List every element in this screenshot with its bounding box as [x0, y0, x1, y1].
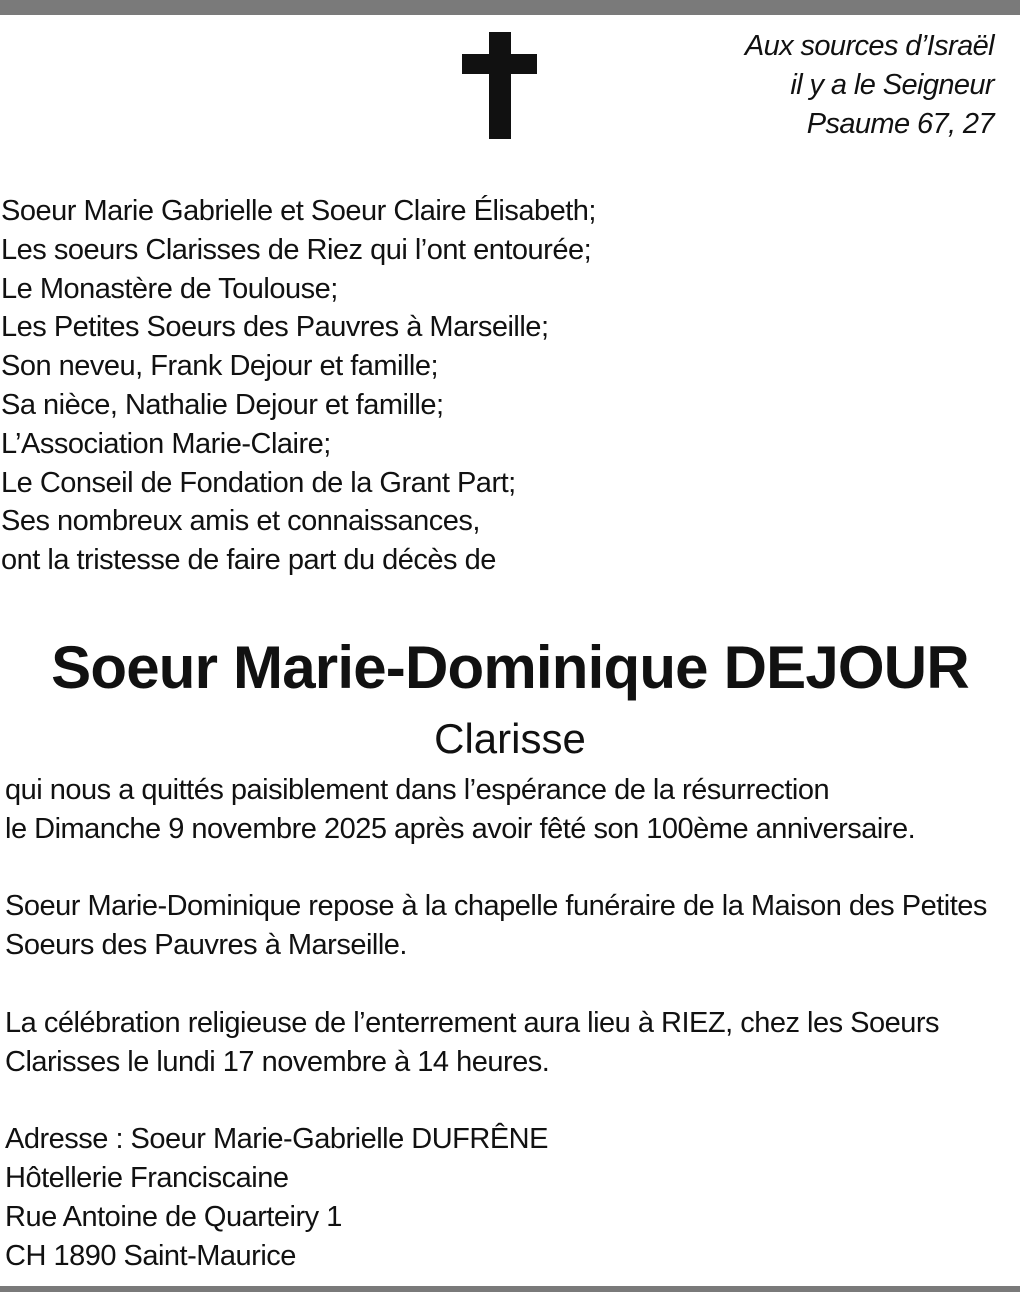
mourner-line: Les soeurs Clarisses de Riez qui l’ont entourée;	[1, 233, 592, 266]
address-line: Adresse : Soeur Marie-Gabrielle DUFRÊNE	[5, 1123, 548, 1156]
mourner-line: L’Association Marie-Claire;	[1, 427, 331, 460]
deceased-title: Clarisse	[434, 715, 586, 762]
mourner-line: Le Monastère de Toulouse;	[1, 272, 338, 305]
psalm-reference: Psaume 67, 27	[806, 108, 994, 140]
bottom-border-rule	[0, 1286, 1020, 1292]
mourner-line: Ses nombreux amis et connaissances,	[1, 505, 480, 538]
psalm-line: Aux sources d’Israël	[744, 30, 994, 62]
mourner-line: Le Conseil de Fondation de la Grant Part;	[1, 466, 516, 499]
passing-line: le Dimanche 9 novembre 2025 après avoir fêté son 100ème anniversaire.	[5, 812, 916, 845]
address-line: Rue Antoine de Quarteiry 1	[5, 1200, 342, 1233]
mourner-line: Sa nièce, Nathalie Dejour et famille;	[1, 388, 444, 421]
notice-body	[5, 771, 1020, 1275]
top-border-rule	[0, 0, 1020, 15]
repose-line: Soeur Marie-Dominique repose à la chapelle funéraire de la Maison des Petites	[5, 890, 987, 923]
address-line: Hôtellerie Franciscaine	[5, 1161, 289, 1194]
repose-line: Soeurs des Pauvres à Marseille.	[5, 929, 407, 962]
ceremony-line: Clarisses le lundi 17 novembre à 14 heures.	[5, 1045, 550, 1078]
mourner-line: Soeur Marie Gabrielle et Soeur Claire Élisabeth;	[1, 195, 596, 227]
psalm-quote	[745, 27, 994, 144]
announcement-line: ont la tristesse de faire part du décès de	[1, 544, 496, 577]
mourner-line: Les Petites Soeurs des Pauvres à Marseille;	[1, 311, 549, 344]
cross-icon	[462, 32, 537, 139]
address-line: CH 1890 Saint-Maurice	[5, 1239, 296, 1272]
passing-line: qui nous a quittés paisiblement dans l’espérance de la résurrection	[5, 774, 830, 806]
deceased-name: Soeur Marie-Dominique DEJOUR	[51, 634, 969, 701]
mourners-list	[1, 192, 596, 580]
mourner-line: Son neveu, Frank Dejour et famille;	[1, 350, 439, 383]
ceremony-line: La célébration religieuse de l’enterrement aura lieu à RIEZ, chez les Soeurs	[5, 1006, 940, 1039]
psalm-line: il y a le Seigneur	[790, 69, 994, 101]
